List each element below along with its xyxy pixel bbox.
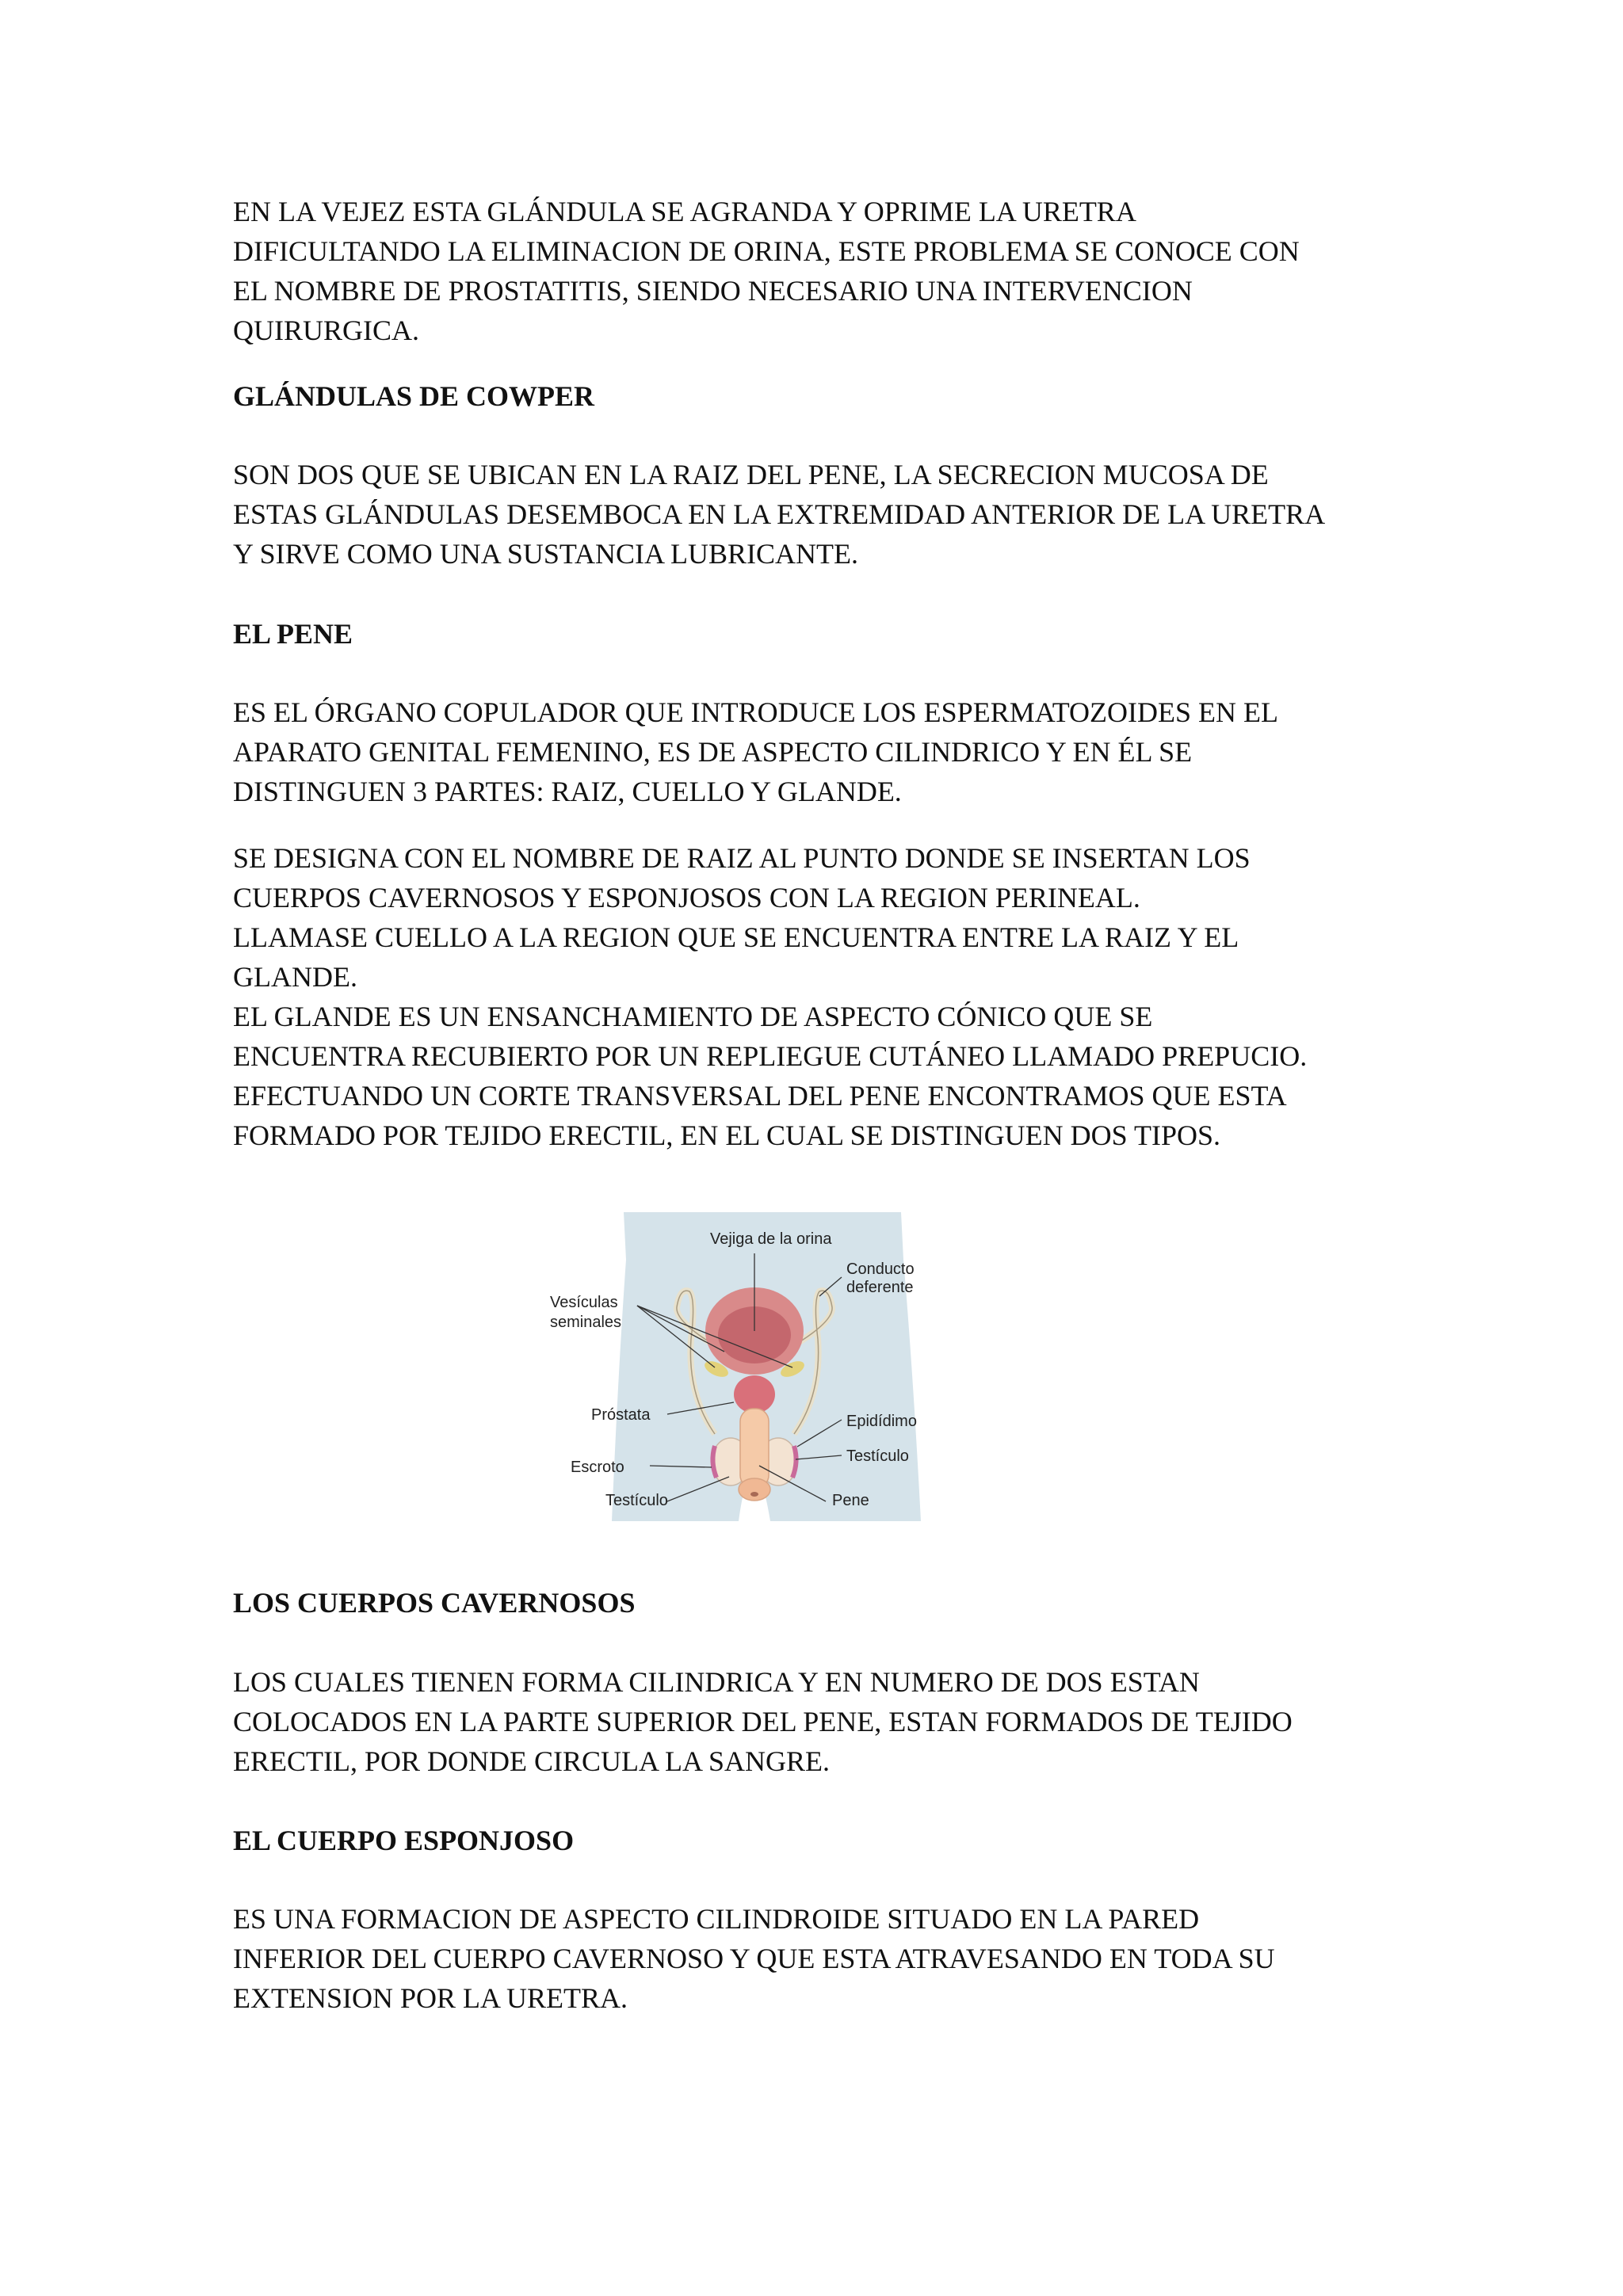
esponjoso-paragraph <box>233 1899 1422 2018</box>
heading-text: GLÁNDULAS DE COWPER <box>233 380 595 412</box>
label-pene: Pene <box>832 1492 869 1509</box>
glans <box>739 1478 770 1501</box>
text-line: COLOCADOS EN LA PARTE SUPERIOR DEL PENE, ESTAN FORMADOS DE TEJIDO <box>233 1706 1293 1737</box>
pene-detail-paragraph <box>233 838 1422 1155</box>
heading-text: EL PENE <box>233 618 353 650</box>
label-testiculo-left: Testículo <box>605 1492 668 1509</box>
prostate <box>734 1375 775 1413</box>
label-escroto: Escroto <box>571 1459 624 1476</box>
label-vesiculas-1: Vesículas <box>550 1294 618 1311</box>
text-line: ERECTIL, POR DONDE CIRCULA LA SANGRE. <box>233 1745 831 1777</box>
cowper-paragraph <box>233 455 1422 574</box>
penis-shaft <box>740 1409 769 1488</box>
text-line: Y SIRVE COMO UNA SUSTANCIA LUBRICANTE. <box>233 538 858 570</box>
label-vesiculas-2: seminales <box>550 1314 622 1331</box>
text-line: GLANDE. <box>233 961 357 993</box>
text-line: EN LA VEJEZ ESTA GLÁNDULA SE AGRANDA Y OPRIME LA URETRA <box>233 196 1136 227</box>
text-line: ENCUENTRA RECUBIERTO POR UN REPLIEGUE CUTÁNEO LLAMADO PREPUCIO. <box>233 1040 1308 1072</box>
text-line: DISTINGUEN 3 PARTES: RAIZ, CUELLO Y GLANDE. <box>233 776 902 807</box>
text-line: ESTAS GLÁNDULAS DESEMBOCA EN LA EXTREMIDAD ANTERIOR DE LA URETRA <box>233 498 1326 530</box>
heading-text: EL CUERPO ESPONJOSO <box>233 1825 575 1856</box>
text-line: INFERIOR DEL CUERPO CAVERNOSO Y QUE ESTA ATRAVESANDO EN TODA SU <box>233 1943 1275 1974</box>
intro-paragraph <box>233 192 1422 350</box>
text-line: LOS CUALES TIENEN FORMA CILINDRICA Y EN NUMERO DE DOS ESTAN <box>233 1666 1200 1698</box>
section-heading-pene <box>233 614 1422 654</box>
text-line: CUERPOS CAVERNOSOS Y ESPONJOSOS CON LA REGION PERINEAL. <box>233 882 1140 913</box>
label-epididimo: Epidídimo <box>846 1413 917 1430</box>
label-conducto-2: deferente <box>846 1279 914 1296</box>
text-line: SON DOS QUE SE UBICAN EN LA RAIZ DEL PENE, LA SECRECION MUCOSA DE <box>233 459 1269 490</box>
text-line: APARATO GENITAL FEMENINO, ES DE ASPECTO CILINDRICO Y EN ÉL SE <box>233 736 1193 768</box>
text-line: SE DESIGNA CON EL NOMBRE DE RAIZ AL PUNTO DONDE SE INSERTAN LOS <box>233 842 1251 874</box>
text-line: ES UNA FORMACION DE ASPECTO CILINDROIDE SITUADO EN LA PARED <box>233 1903 1200 1935</box>
anatomy-diagram <box>540 1212 968 1521</box>
pene-paragraph <box>233 692 1422 811</box>
text-line: QUIRURGICA. <box>233 315 420 346</box>
heading-text: LOS CUERPOS CAVERNOSOS <box>233 1587 636 1619</box>
text-line: FORMADO POR TEJIDO ERECTIL, EN EL CUAL SE DISTINGUEN DOS TIPOS. <box>233 1119 1221 1151</box>
cavernosos-paragraph <box>233 1662 1422 1781</box>
label-conducto-1: Conducto <box>846 1261 915 1278</box>
section-heading-esponjoso <box>233 1821 1422 1860</box>
text-line: EL GLANDE ES UN ENSANCHAMIENTO DE ASPECTO CÓNICO QUE SE <box>233 1001 1153 1032</box>
text-line: EXTENSION POR LA URETRA. <box>233 1982 628 2014</box>
section-heading-cavernosos <box>233 1583 1422 1623</box>
text-line: EL NOMBRE DE PROSTATITIS, SIENDO NECESARIO UNA INTERVENCION <box>233 275 1193 307</box>
section-heading-cowper <box>233 376 1422 416</box>
text-line: DIFICULTANDO LA ELIMINACION DE ORINA, ESTE PROBLEMA SE CONOCE CON <box>233 235 1300 267</box>
label-vejiga: Vejiga de la orina <box>710 1230 832 1248</box>
text-line: EFECTUANDO UN CORTE TRANSVERSAL DEL PENE ENCONTRAMOS QUE ESTA <box>233 1080 1287 1112</box>
text-line: ES EL ÓRGANO COPULADOR QUE INTRODUCE LOS ESPERMATOZOIDES EN EL <box>233 696 1279 728</box>
text-line: LLAMASE CUELLO A LA REGION QUE SE ENCUENTRA ENTRE LA RAIZ Y EL <box>233 921 1239 953</box>
urethral-opening <box>750 1492 758 1497</box>
label-prostata: Próstata <box>591 1406 651 1424</box>
label-testiculo-right: Testículo <box>846 1447 909 1465</box>
